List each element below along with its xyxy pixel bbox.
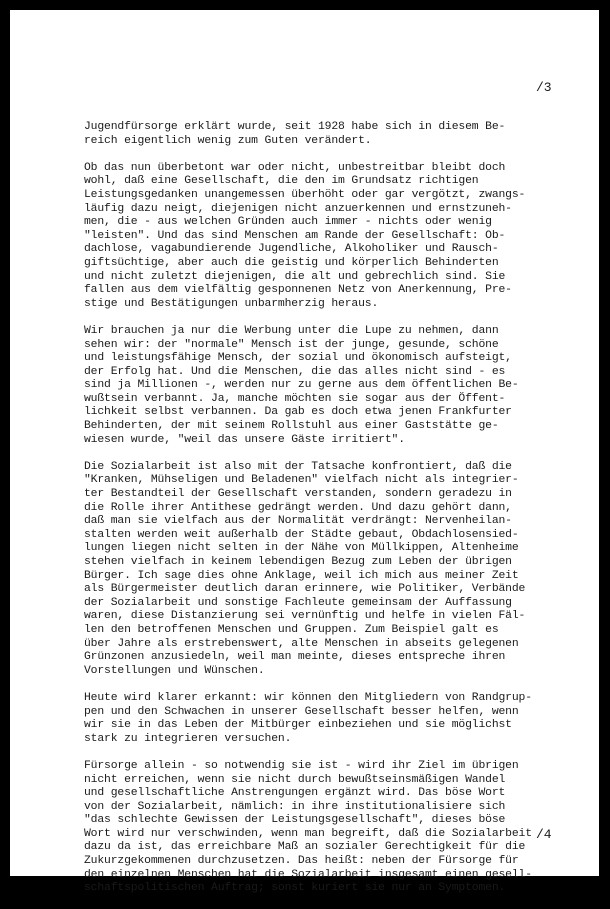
text-line: dazu da ist, das erreichbare Maß an sozialer Gerechtigkeit für die xyxy=(84,841,526,854)
paragraph xyxy=(84,162,584,312)
text-line: Fürsorge allein - so notwendig sie ist - wird ihr Ziel im übrigen xyxy=(84,759,519,772)
text-line: und gesellschaftliche Anstrengungen ergänzt wird. Das böse Wort xyxy=(84,787,506,800)
text-line: sind ja Millionen -, werden nur zu gerne aus dem öffentlichen Be- xyxy=(84,379,519,392)
text-line: daß man sie vielfach aus der Normalität verdrängt: Nervenheilan- xyxy=(84,515,512,528)
paragraph xyxy=(84,461,584,679)
text-line: Grünzonen anzusiedeln, weil man meinte, dieses entspreche ihren xyxy=(84,651,506,664)
paragraph xyxy=(84,325,584,447)
text-line: Wort wird nur verschwinden, wenn man begreift, daß die Sozialarbeit xyxy=(84,827,532,840)
text-line: ter Bestandteil der Gesellschaft verstanden, sondern geradezu in xyxy=(84,488,512,501)
text-line: die Rolle ihrer Antithese gedrängt werden. Und dazu gehört dann, xyxy=(84,501,512,514)
paragraph xyxy=(84,692,584,746)
text-line: Jugendfürsorge erklärt wurde, seit 1928 habe sich in diesem Be- xyxy=(84,121,506,133)
page-number-bottom: /4 xyxy=(536,827,552,842)
text-line: über Jahre als erstrebenswert, alte Menschen in abseits gelegenen xyxy=(84,637,519,650)
text-line: "leisten". Und das sind Menschen am Rande der Gesellschaft: Ob- xyxy=(84,229,506,242)
text-line: von der Sozialarbeit, nämlich: in ihre institutionalisiere sich xyxy=(84,800,506,813)
text-line: stige und Bestätigungen unbarmherzig heraus. xyxy=(84,297,379,310)
text-line: Heute wird klarer erkannt: wir können den Mitgliedern von Randgrup- xyxy=(84,691,532,704)
text-line: Wir brauchen ja nur die Werbung unter die Lupe zu nehmen, dann xyxy=(84,324,499,337)
text-line: Zukurzgekommenen durchzusetzen. Das heißt: neben der Fürsorge für xyxy=(84,855,519,868)
paragraph xyxy=(84,760,584,896)
text-line: "das schlechte Gewissen der Leistungsgesellschaft", dieses böse xyxy=(84,814,506,827)
text-line: der Sozialarbeit und sonstige Fachleute gemeinsam der Auffassung xyxy=(84,596,512,609)
text-line: Bürger. Ich sage dies ohne Anklage, weil ich mich aus meiner Zeit xyxy=(84,569,519,582)
text-line: nicht erreichen, wenn sie nicht durch bewußtseinsmäßigen Wandel xyxy=(84,773,506,786)
text-line: wohl, daß eine Gesellschaft, die den im Grundsatz richtigen xyxy=(84,175,479,188)
text-line: und leistungsfähige Mensch, der sozial und ökonomisch aufsteigt, xyxy=(84,352,512,365)
text-line: Ob das nun überbetont war oder nicht, unbestreitbar bleibt doch xyxy=(84,161,506,174)
text-line: giftsüchtige, aber auch die geistig und körperlich Behinderten xyxy=(84,256,499,269)
text-line: reich eigentlich wenig zum Guten verändert. xyxy=(84,134,372,147)
text-line: wußtsein verbannt. Ja, manche möchten sie sogar aus der Öffent- xyxy=(84,392,506,405)
text-line: schaftspolitischen Auftrag; sonst kuriert sie nur an Symptomen. xyxy=(84,882,506,895)
text-line: len den betroffenen Menschen und Gruppen. Zum Beispiel galt es xyxy=(84,623,499,636)
text-line: pen und den Schwachen in unserer Gesellschaft besser helfen, wenn xyxy=(84,705,519,718)
text-line: der Erfolg hat. Und die Menschen, die das alles nicht sind - es xyxy=(84,365,506,378)
document-body xyxy=(84,121,584,909)
text-line: läufig dazu neigt, diejenigen nicht anzuerkennen und ernstzuneh- xyxy=(84,202,512,215)
text-line: stalten werden weit außerhalb der Städte gebaut, Obdachlosensied- xyxy=(84,528,519,541)
text-line: waren, diese Distanzierung sei vernünftig und helfe in vielen Fäl- xyxy=(84,610,526,623)
text-line: lichkeit selbst verbannen. Da gab es doch etwa jenen Frankfurter xyxy=(84,406,512,419)
text-line: und nicht zuletzt diejenigen, die alt und gebrechlich sind. Sie xyxy=(84,270,506,283)
paragraph xyxy=(84,121,584,148)
text-line: als Bürgermeister deutlich daran erinnere, wie Politiker, Verbände xyxy=(84,583,526,596)
text-line: den einzelnen Menschen hat die Sozialarbeit insgesamt einen gesell- xyxy=(84,868,532,881)
text-line: men, die - aus welchen Gründen auch immer - nichts oder wenig xyxy=(84,216,492,229)
text-line: lungen liegen nicht selten in der Nähe von Müllkippen, Altenheime xyxy=(84,542,519,555)
text-line: Vorstellungen und Wünschen. xyxy=(84,664,265,677)
text-line: fallen aus dem vielfältig gesponnenen Netz von Anerkennung, Pre- xyxy=(84,284,512,297)
text-line: Behinderten, der mit seinem Rollstuhl aus einer Gaststätte ge- xyxy=(84,420,499,433)
document-page xyxy=(10,10,599,895)
text-line: Die Sozialarbeit ist also mit der Tatsache konfrontiert, daß die xyxy=(84,460,512,473)
text-line: Leistungsgedanken unangemessen überhöht oder gar vergötzt, zwangs- xyxy=(84,188,526,201)
text-line: dachlose, vagabundierende Jugendliche, Alkoholiker und Rausch- xyxy=(84,243,499,256)
text-line: sehen wir: der "normale" Mensch ist der junge, gesunde, schöne xyxy=(84,338,499,351)
text-line: wiesen wurde, "weil das unsere Gäste irritiert". xyxy=(84,433,405,446)
page-number-top: /3 xyxy=(536,80,552,95)
text-line: wir sie in das Leben der Mitbürger einbeziehen und sie möglichst xyxy=(84,719,512,732)
text-line: "Kranken, Mühseligen und Beladenen" vielfach nicht als integrier- xyxy=(84,474,519,487)
text-line: stehen vielfach in keinem lebendigen Bezug zum Leben der übrigen xyxy=(84,556,512,568)
text-line: stark zu integrieren versuchen. xyxy=(84,732,292,745)
